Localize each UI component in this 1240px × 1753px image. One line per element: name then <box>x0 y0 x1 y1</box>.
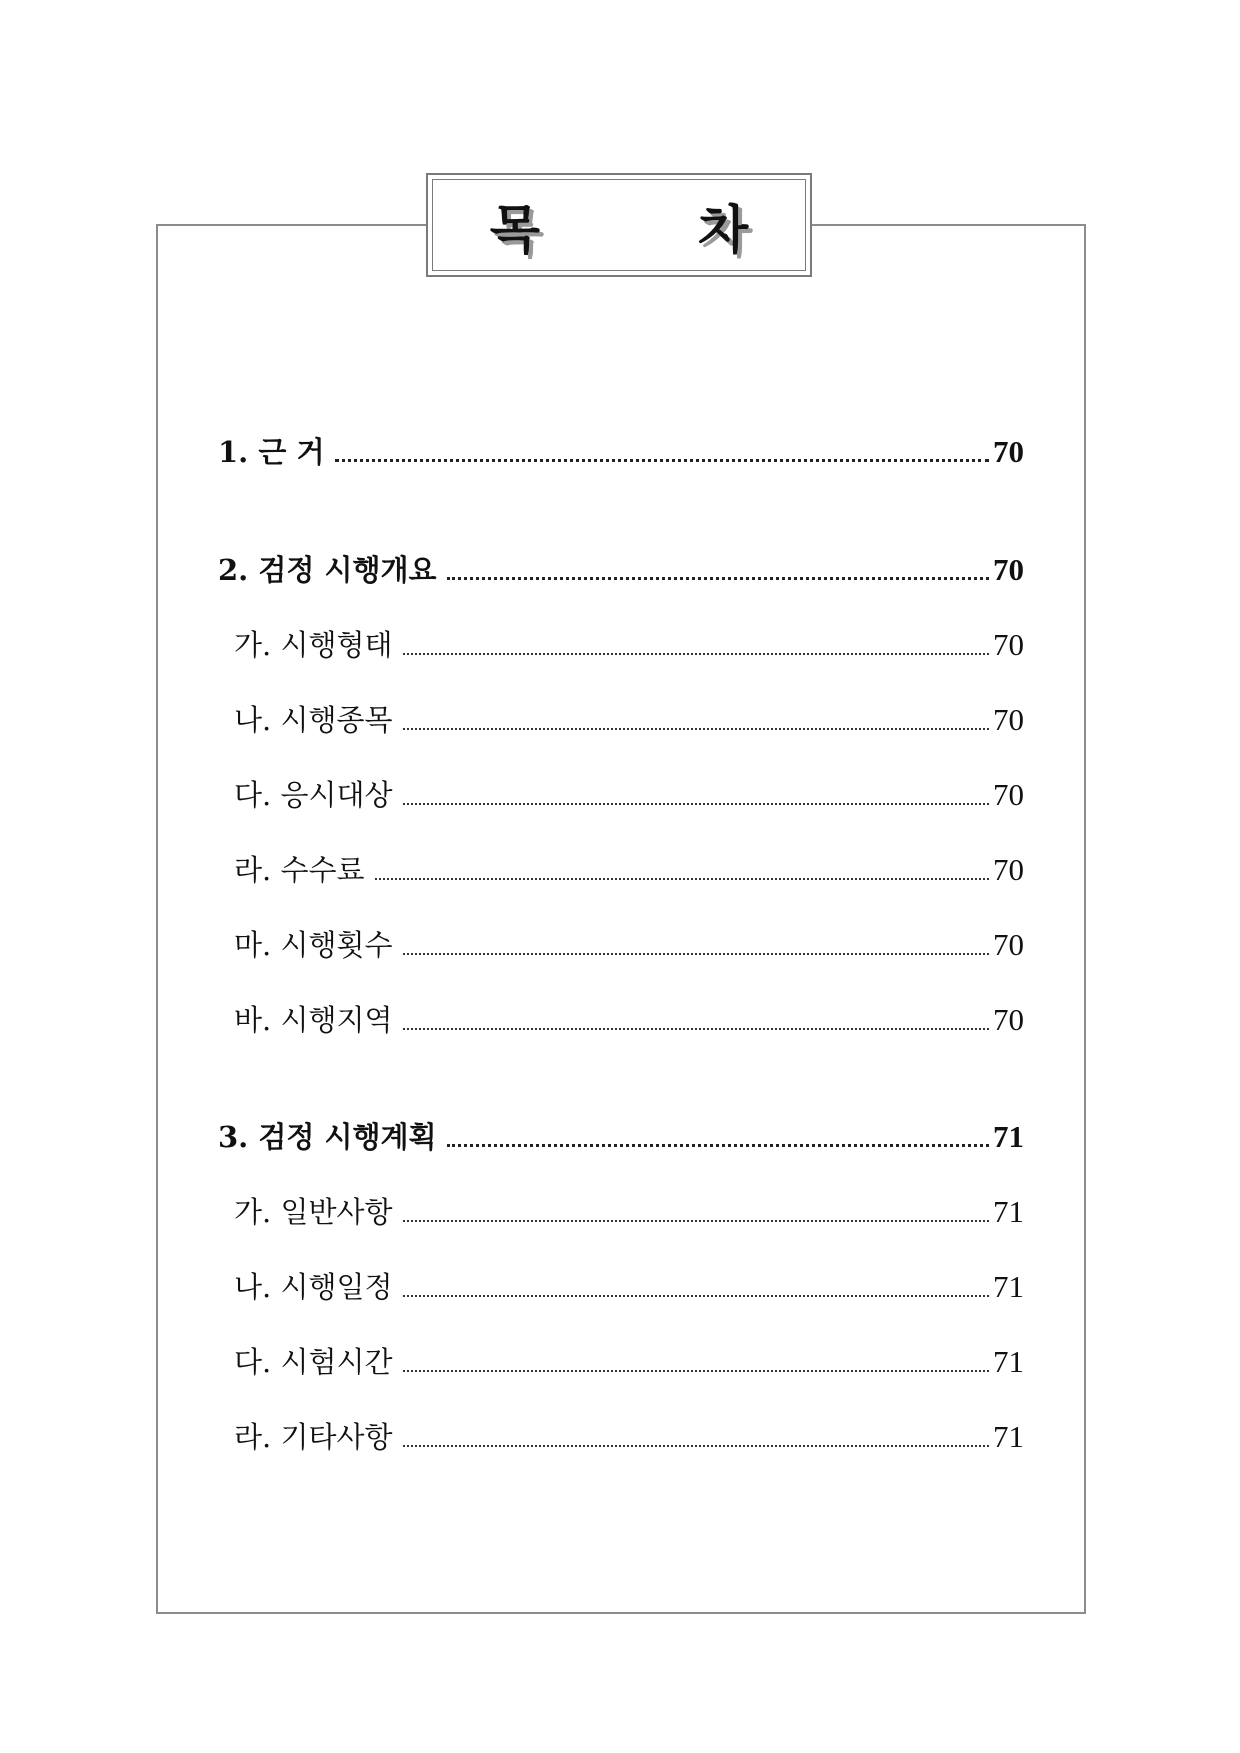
toc-dot-leader <box>403 1370 989 1372</box>
toc-subentry-label: 다. 응시대상 <box>234 778 393 812</box>
toc-subentry[interactable] <box>218 848 1024 892</box>
toc-subentry-label: 가. 일반사항 <box>234 1195 393 1229</box>
toc-dot-leader <box>403 653 989 655</box>
toc-subentry-label: 마. 시행횟수 <box>234 928 393 962</box>
toc-subentry[interactable] <box>218 1415 1024 1459</box>
toc-subentry[interactable] <box>218 698 1024 742</box>
title-box <box>426 173 819 277</box>
toc-subentry-label: 나. 시행종목 <box>234 703 393 737</box>
toc-dot-leader <box>403 1220 989 1222</box>
toc-subentry[interactable] <box>218 1340 1024 1384</box>
toc-entry-label: 1. 근 거 <box>218 435 325 469</box>
toc-subentry-label: 나. 시행일정 <box>234 1270 393 1304</box>
toc-subentry-page: 71 <box>993 1419 1024 1454</box>
toc-subentry[interactable] <box>218 773 1024 817</box>
toc-entry-label: 2. 검정 시행개요 <box>218 553 437 587</box>
toc-dot-leader <box>447 1144 989 1147</box>
toc-subentry-label: 라. 수수료 <box>234 853 365 887</box>
toc-subentry-page: 70 <box>993 702 1024 737</box>
toc-subentry-label: 다. 시험시간 <box>234 1345 393 1379</box>
toc-dot-leader <box>375 878 990 880</box>
toc-dot-leader <box>447 577 989 580</box>
toc-dot-leader <box>403 803 989 805</box>
toc-dot-leader <box>403 953 989 955</box>
toc-entry[interactable] <box>218 430 1024 474</box>
toc-subentry-page: 70 <box>993 777 1024 812</box>
toc-subentry[interactable] <box>218 623 1024 667</box>
toc-entry-page: 71 <box>993 1119 1024 1154</box>
toc-subentry[interactable] <box>218 1265 1024 1309</box>
toc-subentry-page: 70 <box>993 627 1024 662</box>
toc-dot-leader <box>403 1445 989 1447</box>
toc-subentry-label: 바. 시행지역 <box>234 1003 393 1037</box>
toc-subentry-page: 71 <box>993 1344 1024 1379</box>
toc-dot-leader <box>335 459 990 462</box>
page-title: 목 차 <box>489 200 819 261</box>
toc-subentry[interactable] <box>218 923 1024 967</box>
toc-subentry-page: 71 <box>993 1194 1024 1229</box>
toc-entry[interactable] <box>218 548 1024 592</box>
toc-subentry-label: 가. 시행형태 <box>234 628 393 662</box>
toc-entry[interactable] <box>218 1115 1024 1159</box>
toc-entry-label: 3. 검정 시행계획 <box>218 1120 437 1154</box>
toc-dot-leader <box>403 1028 989 1030</box>
toc-subentry-page: 71 <box>993 1269 1024 1304</box>
toc-dot-leader <box>403 728 989 730</box>
toc-subentry-label: 라. 기타사항 <box>234 1420 393 1454</box>
title-inner-border <box>432 179 819 271</box>
toc-subentry[interactable] <box>218 1190 1024 1234</box>
toc-entry-page: 70 <box>993 552 1024 587</box>
toc-subentry-page: 70 <box>993 927 1024 962</box>
toc-subentry-page: 70 <box>993 1002 1024 1037</box>
toc-subentry-page: 70 <box>993 852 1024 887</box>
toc-dot-leader <box>403 1295 989 1297</box>
toc-entry-page: 70 <box>993 434 1024 469</box>
toc-subentry[interactable] <box>218 998 1024 1042</box>
